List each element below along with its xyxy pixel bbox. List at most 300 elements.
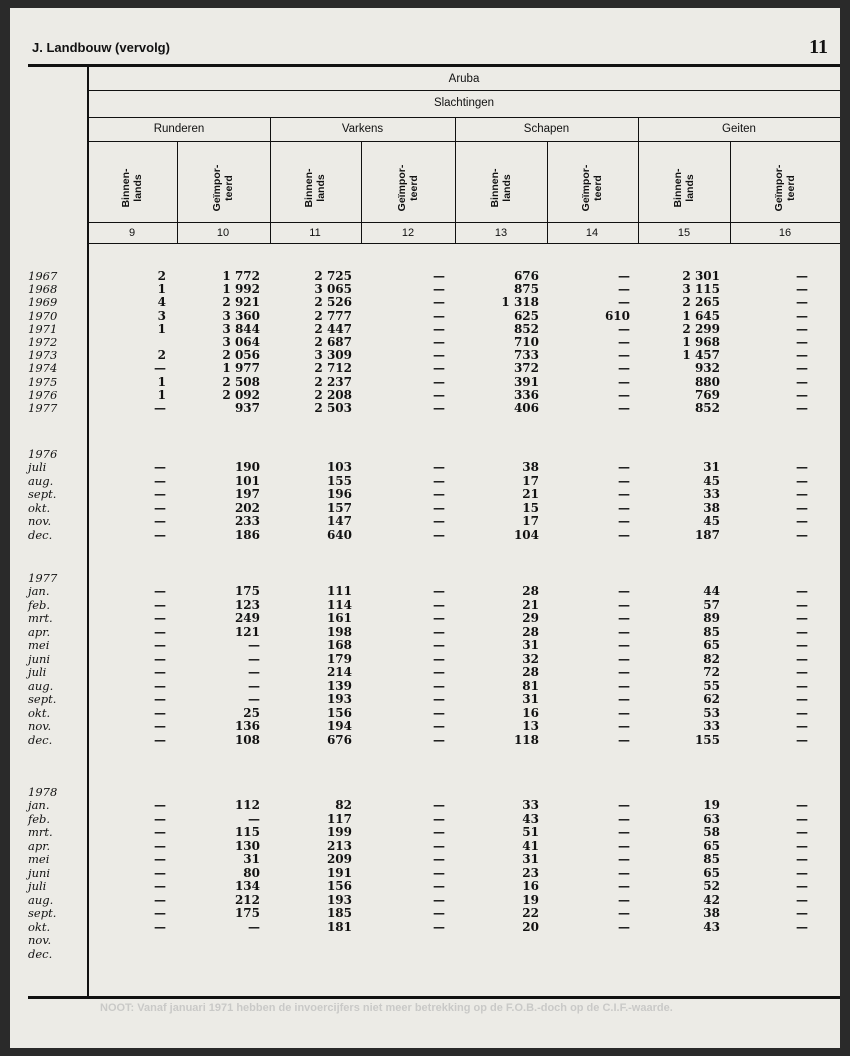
table-cell: 168 xyxy=(326,638,352,652)
table-cell: — xyxy=(796,361,808,376)
binnenlands-header-1: Binnen- lands xyxy=(120,168,144,208)
table-cell: — xyxy=(433,624,445,639)
row-label: 1968 xyxy=(28,282,58,297)
table-cell: — xyxy=(796,906,808,920)
table-cell: — xyxy=(796,514,808,528)
table-cell: — xyxy=(618,651,630,666)
table-cell: 80 xyxy=(243,865,260,880)
table-cell: 3 360 xyxy=(222,308,260,323)
table-cell: 44 xyxy=(703,584,720,598)
table-cell: 65 xyxy=(703,865,720,880)
table-cell: 53 xyxy=(703,705,720,720)
table-cell: 3 065 xyxy=(314,282,352,297)
table-cell: 130 xyxy=(234,838,260,853)
table-cell: — xyxy=(433,387,445,402)
table-cell: — xyxy=(433,269,445,283)
rule-above-column-numbers xyxy=(88,222,840,223)
table-cell: — xyxy=(154,638,166,652)
column-number-11: 11 xyxy=(309,227,321,239)
table-cell: 2 712 xyxy=(314,361,352,376)
table-cell: 22 xyxy=(522,906,539,920)
column-number-13: 13 xyxy=(494,227,508,239)
table-cell: 2 526 xyxy=(314,295,352,310)
geimporteerd-header-2: Geïmpor- teerd xyxy=(396,164,420,212)
table-cell: 45 xyxy=(703,473,720,488)
row-label: 1976 xyxy=(28,387,58,402)
table-cell: — xyxy=(796,460,808,474)
table-cell: — xyxy=(618,638,630,652)
table-cell: 43 xyxy=(703,919,720,934)
row-label: sept. xyxy=(28,906,57,920)
table-cell: 63 xyxy=(703,811,720,826)
table-cell: 2 921 xyxy=(222,295,260,310)
table-cell: — xyxy=(433,665,445,679)
table-cell: 1 xyxy=(157,374,166,389)
table-cell: 111 xyxy=(326,584,352,598)
table-cell: — xyxy=(796,732,808,747)
row-label: mrt. xyxy=(28,611,53,625)
table-cell: — xyxy=(796,321,808,336)
table-cell: 85 xyxy=(703,852,720,866)
table-cell: — xyxy=(154,487,166,501)
table-cell: — xyxy=(154,838,166,853)
column-number-9: 9 xyxy=(128,227,136,239)
table-cell: 1 457 xyxy=(682,348,720,363)
table-cell: — xyxy=(433,401,445,415)
table-cell: — xyxy=(433,838,445,853)
period-heading-1978: 1978 xyxy=(28,784,58,799)
table-cell: 65 xyxy=(703,638,720,652)
table-cell: 193 xyxy=(326,692,352,706)
table-cell: — xyxy=(796,838,808,853)
table-cell: 194 xyxy=(326,719,352,733)
table-cell: 38 xyxy=(703,500,720,515)
table-cell: — xyxy=(433,732,445,747)
table-cell: 123 xyxy=(234,597,260,612)
table-cell: — xyxy=(796,705,808,720)
table-cell: 212 xyxy=(234,892,260,907)
table-cell: — xyxy=(154,692,166,706)
animal-heading-3: Schapen xyxy=(523,123,570,135)
binnenlands-header-3: Binnen- lands xyxy=(489,168,513,208)
table-cell: 52 xyxy=(703,879,720,893)
animal-separator-2 xyxy=(455,117,456,244)
table-cell: — xyxy=(248,638,260,652)
table-cell: 1 xyxy=(157,282,166,297)
row-label: feb. xyxy=(28,597,51,612)
table-cell: — xyxy=(433,906,445,920)
period-heading-1977: 1977 xyxy=(28,570,58,585)
table-cell: — xyxy=(154,811,166,826)
table-cell: 15 xyxy=(522,500,539,515)
table-cell: — xyxy=(154,597,166,612)
table-cell: 2 447 xyxy=(314,321,352,336)
table-cell: — xyxy=(433,460,445,474)
row-label: 1973 xyxy=(28,348,58,363)
table-cell: — xyxy=(154,879,166,893)
table-cell: — xyxy=(618,692,630,706)
geimporteerd-header-4: Geïmpor- teerd xyxy=(773,164,797,212)
group-heading: Slachtingen xyxy=(433,97,495,109)
table-cell: 1 992 xyxy=(222,282,260,297)
animal-separator-3 xyxy=(638,117,639,244)
table-cell: 31 xyxy=(243,852,260,866)
table-cell: — xyxy=(618,401,630,415)
row-label: juni xyxy=(28,865,51,880)
table-cell: 4 xyxy=(157,295,166,310)
table-cell: — xyxy=(154,892,166,907)
table-cell: — xyxy=(154,865,166,880)
table-cell: — xyxy=(154,584,166,598)
table-cell: 852 xyxy=(513,321,539,336)
table-cell: — xyxy=(618,597,630,612)
table-cell: 28 xyxy=(522,624,539,639)
table-cell: — xyxy=(618,500,630,515)
geimporteerd-header-3: Geïmpor- teerd xyxy=(580,164,604,212)
row-label: okt. xyxy=(28,705,51,720)
table-cell: — xyxy=(154,500,166,515)
row-label: nov. xyxy=(28,933,52,947)
row-label: aug. xyxy=(28,892,54,907)
table-cell: 2 508 xyxy=(222,374,260,389)
row-label: 1975 xyxy=(28,374,58,389)
table-cell: — xyxy=(796,282,808,297)
table-cell: 1 xyxy=(157,321,166,336)
table-cell: — xyxy=(154,361,166,376)
table-cell: — xyxy=(433,348,445,363)
table-cell: 214 xyxy=(326,665,352,679)
column-number-16: 16 xyxy=(778,227,792,239)
table-cell: 2 056 xyxy=(222,348,260,363)
row-label: mrt. xyxy=(28,825,53,839)
table-cell: — xyxy=(154,460,166,474)
table-cell: 372 xyxy=(513,361,539,376)
table-cell: — xyxy=(433,879,445,893)
row-label: okt. xyxy=(28,919,51,934)
table-cell: — xyxy=(433,919,445,934)
table-cell: — xyxy=(796,865,808,880)
column-number-12: 12 xyxy=(401,227,415,239)
row-label: 1971 xyxy=(28,321,58,336)
table-cell: — xyxy=(433,651,445,666)
table-cell: — xyxy=(618,282,630,297)
geimporteerd-header-1: Geïmpor- teerd xyxy=(211,164,235,212)
table-cell: — xyxy=(433,321,445,336)
table-cell: — xyxy=(618,825,630,839)
table-cell: — xyxy=(154,919,166,934)
footnote: NOOT: Vanaf januari 1971 hebben de invoercijfers niet meer betrekking op de F.O.B.-doch op de C.I.F.-waarde. xyxy=(100,1002,673,1014)
table-cell: — xyxy=(796,692,808,706)
table-cell: 33 xyxy=(703,487,720,501)
table-cell: 58 xyxy=(703,825,720,839)
table-cell: — xyxy=(796,892,808,907)
table-cell: — xyxy=(433,825,445,839)
table-cell: 114 xyxy=(326,597,352,612)
table-cell: — xyxy=(796,665,808,679)
table-cell: 3 844 xyxy=(222,321,260,336)
table-cell: 31 xyxy=(522,638,539,652)
table-cell: — xyxy=(618,919,630,934)
table-cell: 19 xyxy=(522,892,539,907)
table-cell: — xyxy=(154,906,166,920)
period-heading-1976: 1976 xyxy=(28,446,58,461)
sub-separator-3 xyxy=(547,141,548,244)
table-cell: — xyxy=(796,919,808,934)
table-cell: 610 xyxy=(604,308,630,323)
table-cell: — xyxy=(796,374,808,389)
table-cell: 2 503 xyxy=(314,401,352,415)
table-cell: 32 xyxy=(522,651,539,666)
row-label: sept. xyxy=(28,487,57,501)
row-label: 1974 xyxy=(28,361,58,376)
table-cell: 733 xyxy=(513,348,539,363)
table-cell: — xyxy=(433,638,445,652)
table-cell: — xyxy=(433,597,445,612)
table-cell: 3 115 xyxy=(682,282,720,297)
table-cell: — xyxy=(618,295,630,310)
table-cell: 65 xyxy=(703,838,720,853)
table-cell: 209 xyxy=(326,852,352,866)
table-cell: — xyxy=(154,514,166,528)
row-label: 1969 xyxy=(28,295,58,310)
table-cell: 13 xyxy=(522,719,539,733)
table-cell: 875 xyxy=(513,282,539,297)
table-cell: — xyxy=(433,692,445,706)
table-cell: — xyxy=(154,719,166,733)
table-cell: — xyxy=(154,401,166,415)
row-label: 1967 xyxy=(28,269,58,283)
table-cell: 852 xyxy=(694,401,720,415)
table-cell: 155 xyxy=(694,732,720,747)
table-cell: 3 064 xyxy=(222,335,260,349)
table-cell: — xyxy=(796,611,808,625)
table-cell: 187 xyxy=(694,527,720,542)
table-cell: 3 xyxy=(157,308,166,323)
table-cell: — xyxy=(796,500,808,515)
table-cell: 198 xyxy=(326,624,352,639)
table-cell: 1 xyxy=(157,387,166,402)
table-cell: — xyxy=(618,678,630,693)
sub-separator-1 xyxy=(177,141,178,244)
table-cell: — xyxy=(618,838,630,853)
table-cell: — xyxy=(796,584,808,598)
table-cell: — xyxy=(433,584,445,598)
row-label: apr. xyxy=(28,624,51,639)
table-cell: 190 xyxy=(234,460,260,474)
row-label: aug. xyxy=(28,473,54,488)
table-cell: 249 xyxy=(234,611,260,625)
table-cell: 202 xyxy=(234,500,260,515)
table-cell: — xyxy=(618,527,630,542)
table-cell: 336 xyxy=(513,387,539,402)
table-cell: 156 xyxy=(326,879,352,893)
binnenlands-header-4: Binnen- lands xyxy=(672,168,696,208)
table-cell: — xyxy=(618,584,630,598)
animal-heading-2: Varkens xyxy=(341,123,384,135)
table-cell: 82 xyxy=(703,651,720,666)
table-cell: — xyxy=(433,705,445,720)
table-cell: 2 237 xyxy=(314,374,352,389)
table-cell: — xyxy=(248,692,260,706)
row-label: mei xyxy=(28,638,50,652)
column-number-15: 15 xyxy=(677,227,691,239)
table-cell: 2 725 xyxy=(314,269,352,283)
table-cell: 932 xyxy=(694,361,720,376)
table-cell: 2 265 xyxy=(682,295,720,310)
table-cell: — xyxy=(154,665,166,679)
page-number: 11 xyxy=(809,36,828,58)
column-number-14: 14 xyxy=(585,227,599,239)
row-label: sept. xyxy=(28,692,57,706)
table-cell: 185 xyxy=(326,906,352,920)
row-label: nov. xyxy=(28,719,52,733)
table-cell: 41 xyxy=(522,838,539,853)
table-cell: — xyxy=(248,811,260,826)
rule-below-group xyxy=(88,117,840,118)
sub-separator-2 xyxy=(361,141,362,244)
row-label: 1977 xyxy=(28,401,58,415)
table-cell: 42 xyxy=(703,892,720,907)
table-cell: 1 645 xyxy=(682,308,720,323)
table-cell: 108 xyxy=(234,732,260,747)
row-label: juli xyxy=(28,460,47,474)
table-cell: — xyxy=(433,361,445,376)
region-heading: Aruba xyxy=(448,73,480,85)
table-cell: — xyxy=(154,527,166,542)
table-cell: 115 xyxy=(234,825,260,839)
table-cell: 21 xyxy=(522,487,539,501)
table-cell: — xyxy=(618,732,630,747)
table-cell: — xyxy=(796,825,808,839)
table-cell: — xyxy=(618,335,630,349)
table-cell: 676 xyxy=(326,732,352,747)
row-label: 1970 xyxy=(28,308,58,323)
animal-heading-4: Geiten xyxy=(722,123,756,135)
table-cell: 676 xyxy=(513,269,539,283)
table-cell: — xyxy=(433,852,445,866)
table-cell: — xyxy=(433,678,445,693)
table-cell: 147 xyxy=(326,514,352,528)
table-cell: 38 xyxy=(703,906,720,920)
row-label: jan. xyxy=(28,584,50,598)
row-label: feb. xyxy=(28,811,51,826)
table-cell: — xyxy=(618,487,630,501)
table-cell: 1 977 xyxy=(222,361,260,376)
table-cell: — xyxy=(433,308,445,323)
table-cell: 16 xyxy=(522,705,539,720)
table-cell: 23 xyxy=(522,865,539,880)
table-cell: 2 xyxy=(157,348,166,363)
table-cell: 16 xyxy=(522,879,539,893)
table-cell: — xyxy=(796,798,808,812)
table-cell: — xyxy=(618,269,630,283)
table-cell: 186 xyxy=(234,527,260,542)
table-cell: — xyxy=(433,295,445,310)
table-cell: 43 xyxy=(522,811,539,826)
table-cell: — xyxy=(618,906,630,920)
table-cell: — xyxy=(433,335,445,349)
table-cell: 156 xyxy=(326,705,352,720)
table-cell: — xyxy=(796,852,808,866)
table-cell: 117 xyxy=(326,811,352,826)
table-cell: — xyxy=(154,732,166,747)
table-cell: 640 xyxy=(326,527,352,542)
table-cell: — xyxy=(796,651,808,666)
sub-separator-4 xyxy=(730,141,731,244)
table-cell: 233 xyxy=(234,514,260,528)
table-cell: 31 xyxy=(522,852,539,866)
table-cell: — xyxy=(433,798,445,812)
table-cell: 51 xyxy=(522,825,539,839)
table-cell: 33 xyxy=(522,798,539,812)
table-cell: 118 xyxy=(513,732,539,747)
table-cell: — xyxy=(433,527,445,542)
table-cell: — xyxy=(618,624,630,639)
table-cell: 19 xyxy=(703,798,720,812)
table-cell: — xyxy=(154,678,166,693)
table-cell: 191 xyxy=(326,865,352,880)
table-cell: 38 xyxy=(522,460,539,474)
table-cell: — xyxy=(796,308,808,323)
table-cell: — xyxy=(796,473,808,488)
row-label: apr. xyxy=(28,838,51,853)
table-cell: — xyxy=(154,624,166,639)
table-cell: — xyxy=(796,387,808,402)
table-cell: 101 xyxy=(234,473,260,488)
table-cell: 175 xyxy=(234,584,260,598)
table-cell: — xyxy=(796,624,808,639)
table-cell: 1 968 xyxy=(682,335,720,349)
table-cell: — xyxy=(248,665,260,679)
rule-below-animals xyxy=(88,141,840,142)
table-cell: — xyxy=(154,852,166,866)
rule-below-column-numbers xyxy=(88,243,840,244)
row-label: juli xyxy=(28,879,47,893)
table-cell: 2 xyxy=(157,269,166,283)
table-cell: 1 772 xyxy=(222,269,260,283)
table-cell: 213 xyxy=(326,838,352,853)
table-cell: 193 xyxy=(326,892,352,907)
table-cell: 17 xyxy=(522,473,539,488)
table-cell: — xyxy=(433,514,445,528)
table-cell: — xyxy=(154,611,166,625)
table-cell: 406 xyxy=(513,401,539,415)
table-cell: — xyxy=(618,811,630,826)
table-cell: — xyxy=(248,651,260,666)
table-cell: — xyxy=(796,719,808,733)
table-cell: 33 xyxy=(703,719,720,733)
document-page xyxy=(10,8,840,1048)
table-cell: — xyxy=(796,269,808,283)
table-cell: — xyxy=(618,705,630,720)
table-cell: — xyxy=(618,460,630,474)
table-cell: — xyxy=(433,719,445,733)
table-cell: 85 xyxy=(703,624,720,639)
table-cell: — xyxy=(154,825,166,839)
binnenlands-header-2: Binnen- lands xyxy=(303,168,327,208)
table-cell: — xyxy=(433,865,445,880)
table-cell: 710 xyxy=(513,335,539,349)
table-cell: 31 xyxy=(522,692,539,706)
table-cell: 21 xyxy=(522,597,539,612)
table-cell: 89 xyxy=(703,611,720,625)
table-cell: — xyxy=(433,611,445,625)
row-label: juni xyxy=(28,651,51,666)
table-cell: — xyxy=(618,798,630,812)
row-label: mei xyxy=(28,852,50,866)
row-label: dec. xyxy=(28,527,53,542)
table-cell: 175 xyxy=(234,906,260,920)
